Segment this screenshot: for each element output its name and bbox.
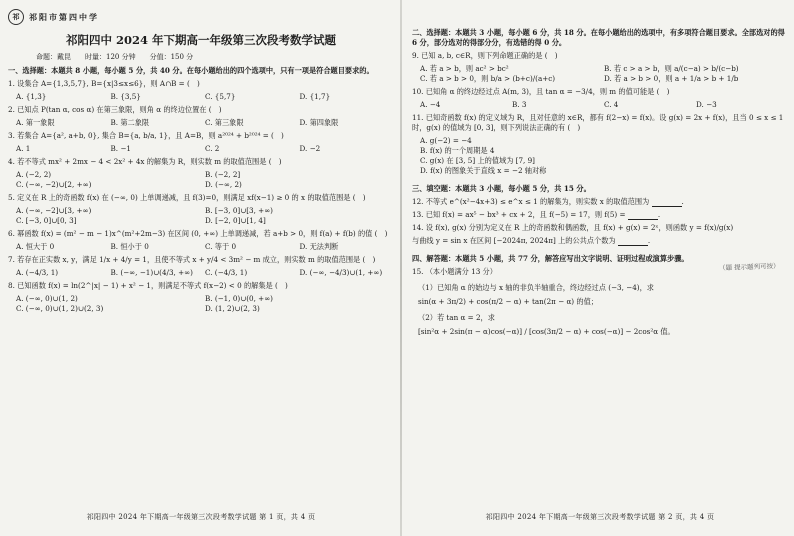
- question-14: 14. 设 f(x), g(x) 分别为定义在 R 上的奇函数和偶函数，且 f(x) + g(x) = 2ˣ，则函数 y = f(x)/g(x): [412, 223, 734, 232]
- option: D. (−∞, 2): [205, 180, 242, 189]
- option: C. 4: [604, 100, 619, 109]
- question-7-options: [16, 268, 394, 278]
- option: D. −2: [299, 144, 321, 153]
- question-4-options: [16, 170, 394, 190]
- option: A. (−∞, 0)∪(1, 2): [16, 294, 78, 303]
- section-2-title: 二、选择题：本题共 3 小题，每小题 6 分，共 18 分。在每小题给出的选项中，有多项符合题目要求。全部选对的得 6 分，部分选对的得部分分，有选错的得 0 分。: [412, 28, 785, 47]
- question-12: 12. 不等式 e^(x²−4x+3) ≤ e^x ≤ 1 的解集为，则实数 x 的取值范围为 .: [412, 197, 684, 206]
- option: D. {1,7}: [299, 92, 331, 101]
- question-15-part-1: （1）已知角 α 的始边与 x 轴的非负半轴重合，终边经过点 (−3, −4)，求: [418, 283, 654, 292]
- option: D. [−2, 0]∪[1, 4]: [205, 216, 266, 225]
- question-10: 10. 已知角 α 的终边经过点 A(m, 3)，且 tan α = −3/4，则 m 的值可能是 ( ): [412, 87, 670, 96]
- question-9: 9. 已知 a, b, c∈R，则下列命题正确的是 ( ): [412, 51, 558, 60]
- option: C. (−∞, 0)∪(1, 2)∪(2, 3): [16, 304, 104, 313]
- school-emblem-icon: 祁: [8, 9, 24, 25]
- question-5: 5. 定义在 R 上的奇函数 f(x) 在 (−∞, 0) 上单调递减，且 f(3)=0，则满足 xf(x−1) ≥ 0 的 x 的取值范围是 ( ): [8, 193, 366, 202]
- option: B. (−2, 2]: [205, 170, 241, 179]
- option: B. 第二象限: [110, 118, 150, 127]
- question-list: [8, 79, 394, 314]
- option: B. f(x) 的一个周期是 4: [420, 146, 495, 155]
- option: D. (−∞, −4/3)∪(1, +∞): [299, 268, 383, 277]
- option: D. 无法判断: [299, 242, 339, 251]
- meta-author: 命题：戴昆: [36, 53, 71, 61]
- option: A. {1,3}: [16, 92, 47, 101]
- question-15-part-2: （2）若 tan α = 2，求: [418, 313, 495, 322]
- question-6: 6. 幂函数 f(x) = (m² − m − 1)x^(m²+2m−3) 在区间 (0, +∞) 上单调递减，若 a+b > 0，则 f(a) + f(b) 的值 ( ): [8, 229, 388, 238]
- option: A. 恒大于 0: [16, 242, 55, 251]
- option: A. 若 a > b，则 ac² > bc²: [420, 64, 509, 73]
- option: B. (−∞, −1)∪(4/3, +∞): [110, 268, 193, 277]
- question-2-options: [16, 118, 394, 128]
- option: D. 若 a > b > 0，则 a + 1/a > b + 1/b: [604, 74, 739, 83]
- option: A. −4: [420, 100, 441, 109]
- meta-score: 分值：150 分: [149, 53, 194, 61]
- question-3-options: [16, 144, 394, 154]
- option: B. −1: [110, 144, 131, 153]
- page-gutter: [400, 0, 402, 536]
- option: B. 若 c > a > b，则 a/(c−a) > b/(c−b): [604, 64, 739, 73]
- option: A. 第一象限: [16, 118, 55, 127]
- question-15-part-2-expression: [sin²α + 2sin(π − α)cos(−α)] / [cos(3π/2 − α) + cos(−α)] − 2cos²α 值。: [418, 327, 675, 336]
- question-15-part-1-expression: sin(α + 3π/2) + cos(π/2 − α) + tan(2π − α) 的值；: [418, 297, 598, 306]
- question-8-options: [16, 294, 394, 314]
- exam-meta: [36, 52, 394, 62]
- answer-blank[interactable]: [628, 211, 658, 220]
- left-page: [8, 6, 394, 530]
- option: C. 第三象限: [205, 118, 244, 127]
- right-page: [412, 6, 788, 530]
- question-13: 13. 已知 f(x) = ax⁵ − bx³ + cx + 2，且 f(−5) = 17，则 f(5) = .: [412, 210, 661, 219]
- option: C. [−3, 0]∪[0, 3]: [16, 216, 77, 225]
- option: B. {3,5}: [110, 92, 141, 101]
- school-header: [8, 6, 394, 28]
- page-footer-1: 祁阳四中 2024 年下期高一年级第三次段考数学试题 第 1 页，共 4 页: [86, 513, 316, 521]
- option: C. (−4/3, 1): [205, 268, 248, 277]
- question-15-title: 15. （本小题满分 13 分）: [412, 267, 497, 276]
- question-2: 2. 已知点 P(tan α, cos α) 在第三象限，则角 α 的终边位置在 ( ): [8, 105, 222, 114]
- question-11: 11. 已知奇函数 f(x) 的定义域为 R，且对任意的 x∈R，都有 f(2−x) = f(x)。设 g(x) = 2x + f(x)，且当 0 ≤ x ≤ 1 时，g(x) 的值域为 [0, 3]，则下列说法正确的有 ( ): [412, 113, 784, 132]
- option: A. (−∞, −2]∪[3, +∞): [16, 206, 92, 215]
- option: D. −3: [696, 100, 717, 109]
- option: A. (−4/3, 1): [16, 268, 59, 277]
- answer-blank[interactable]: [618, 237, 648, 246]
- question-1: 1. 设集合 A={1,3,5,7}, B={x|3≤x≤6}，则 A∩B = ( ): [8, 79, 200, 88]
- option: B. [−3, 0]∪[3, +∞): [205, 206, 273, 215]
- page-footer-2: 祁阳四中 2024 年下期高一年级第三次段考数学试题 第 2 页，共 4 页: [485, 513, 715, 521]
- answer-blank[interactable]: [652, 198, 682, 207]
- question-11-options: [420, 136, 788, 176]
- question-9-options: [420, 64, 788, 84]
- question-6-options: [16, 242, 394, 252]
- exam-title: 祁阳四中 2024 年下期高一年级第三次段考数学试题: [65, 33, 336, 47]
- option: C. g(x) 在 [3, 5] 上的值域为 [7, 9]: [420, 156, 535, 165]
- question-4: 4. 若不等式 mx² + 2mx − 4 < 2x² + 4x 的解集为 R，则实数 m 的取值范围是 ( ): [8, 157, 282, 166]
- option: A. g(−2) = −4: [420, 136, 472, 145]
- section-4-title: 四、解答题：本题共 5 小题，共 77 分，解答应写出文字说明、证明过程或演算步骤。: [412, 254, 689, 263]
- question-10-options: [420, 100, 788, 110]
- option: A. (−2, 2): [16, 170, 52, 179]
- meta-duration: 时量：120 分钟: [85, 53, 136, 61]
- option: C. 若 a > b > 0，则 b/a > (b+c)/(a+c): [420, 74, 556, 83]
- question-14-continued: 与曲线 y = sin x 在区间 [−2024π, 2024π] 上的公共点个数为 .: [412, 236, 651, 245]
- option: D. (1, 2)∪(2, 3): [205, 304, 260, 313]
- margin-note: （题 提示题列可按）: [719, 261, 781, 273]
- section-3-title: 三、填空题：本题共 3 小题，每小题 5 分，共 15 分。: [412, 184, 591, 193]
- option: B. 3: [512, 100, 527, 109]
- section-1-title: 一、选择题：本题共 8 小题，每小题 5 分，共 40 分。在每小题给出的四个选项中，只有一项是符合题目要求的。: [8, 66, 374, 75]
- option: D. f(x) 的图象关于直线 x = −2 轴对称: [420, 166, 547, 175]
- option: D. 第四象限: [299, 118, 339, 127]
- question-7: 7. 若存在正实数 x, y，满足 1/x + 4/y = 1，且使不等式 x + y/4 < 3m² − m 成立，则实数 m 的取值范围是 ( ): [8, 255, 376, 264]
- option: C. 等于 0: [205, 242, 237, 251]
- question-1-options: [16, 92, 394, 102]
- school-name: 祁阳市第四中学: [29, 11, 99, 22]
- option: B. (−1, 0)∪(0, +∞): [205, 294, 273, 303]
- question-3: 3. 若集合 A={a², a+b, 0}, 集合 B={a, b/a, 1}，且 A=B，则 a²⁰²⁴ + b²⁰²⁴ = ( ): [8, 131, 284, 140]
- option: A. 1: [16, 144, 31, 153]
- option: C. (−∞, −2)∪[2, +∞): [16, 180, 92, 189]
- option: C. 2: [205, 144, 220, 153]
- option: C. {5,7}: [205, 92, 236, 101]
- question-5-options: [16, 206, 394, 226]
- question-8: 8. 已知函数 f(x) = ln(2^|x| − 1) + x² − 1，则满足不等式 f(x−2) < 0 的解集是 ( ): [8, 281, 288, 290]
- option: B. 恒小于 0: [110, 242, 149, 251]
